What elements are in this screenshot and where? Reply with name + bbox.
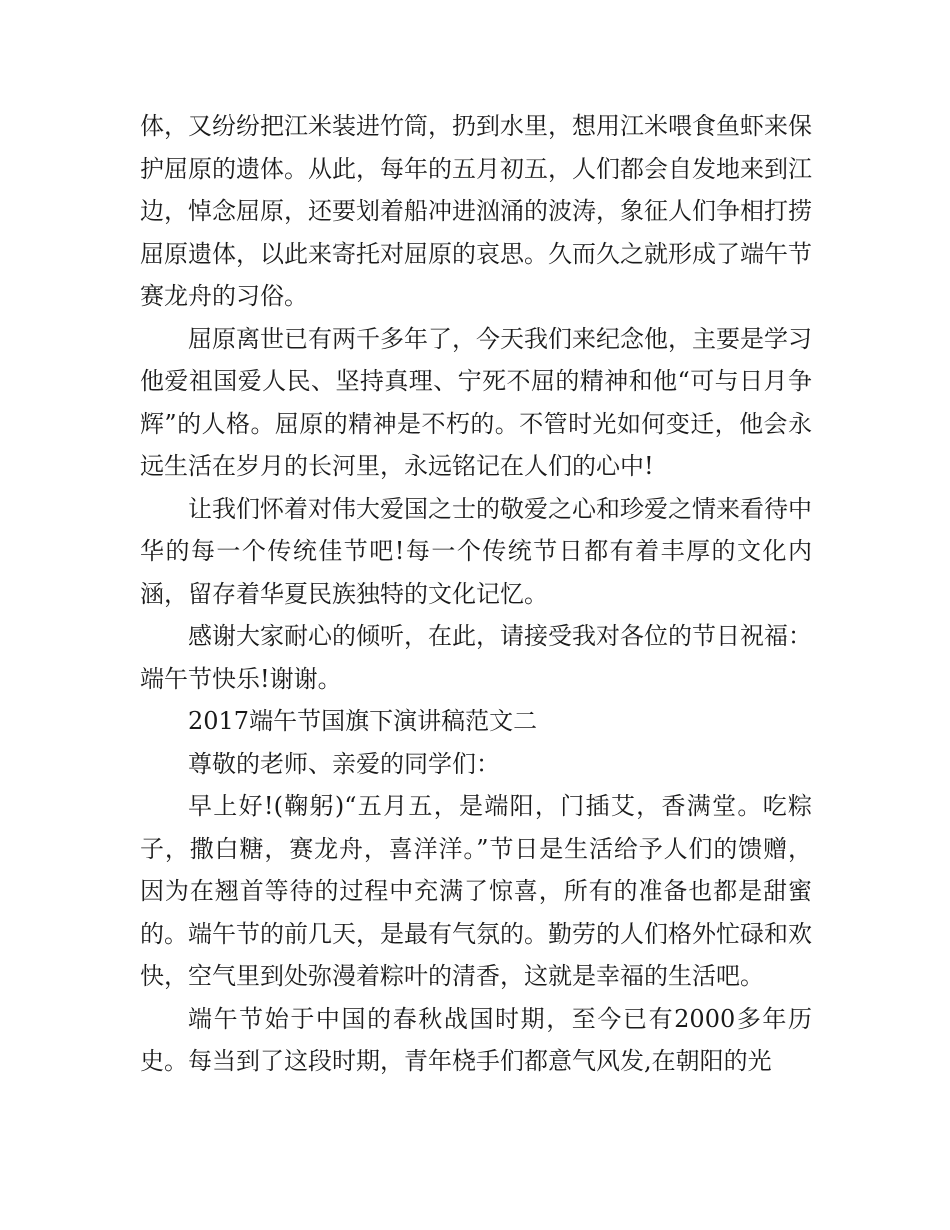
section-heading: 2017端午节国旗下演讲稿范文二 <box>188 707 538 735</box>
paragraph: 体，又纷纷把江米装进竹筒，扔到水里，想用江米喂食鱼虾来保护屈原的遗体。从此，每年的五月初五，人们都会自发地来到江边，悼念屈原，还要划着船冲进汹涌的波涛，象征人们争相打捞屈原遗体，以此来寄托对屈原的哀思。久而久之就形成了端午节赛龙舟的习俗。 <box>140 112 812 310</box>
paragraph: 感谢大家耐心的倾听，在此，请接受我对各位的节日祝福：端午节快乐!谢谢。 <box>140 622 812 693</box>
paragraph: 早上好!(鞠躬)“五月五，是端阳，门插艾，香满堂。吃粽子，撒白糖，赛龙舟，喜洋洋。”节日是生活给予人们的馈赠，因为在翘首等待的过程中充满了惊喜，所有的准备也都是甜蜜的。端午节的前几天，是最有气氛的。勤劳的人们格外忙碌和欢快，空气里到处弥漫着粽叶的清香，这就是幸福的生活吧。 <box>140 792 812 990</box>
paragraph: 屈原离世已有两千多年了，今天我们来纪念他，主要是学习他爱祖国爱人民、坚持真理、宁死不屈的精神和他“可与日月争辉”的人格。屈原的精神是不朽的。不管时光如何变迁，他会永远生活在岁月的长河里，永远铭记在人们的心中! <box>140 324 812 480</box>
document-body <box>140 105 812 1083</box>
paragraph: 让我们怀着对伟大爱国之士的敬爱之心和珍爱之情来看待中华的每一个传统佳节吧!每一个传统节日都有着丰厚的文化内涵，留存着华夏民族独特的文化记忆。 <box>140 494 812 608</box>
paragraph: 端午节始于中国的春秋战国时期，至今已有2000多年历史。每当到了这段时期，青年桡手们都意气风发,在朝阳的光 <box>140 1004 812 1075</box>
salutation: 尊敬的老师、亲爱的同学们： <box>188 749 500 778</box>
